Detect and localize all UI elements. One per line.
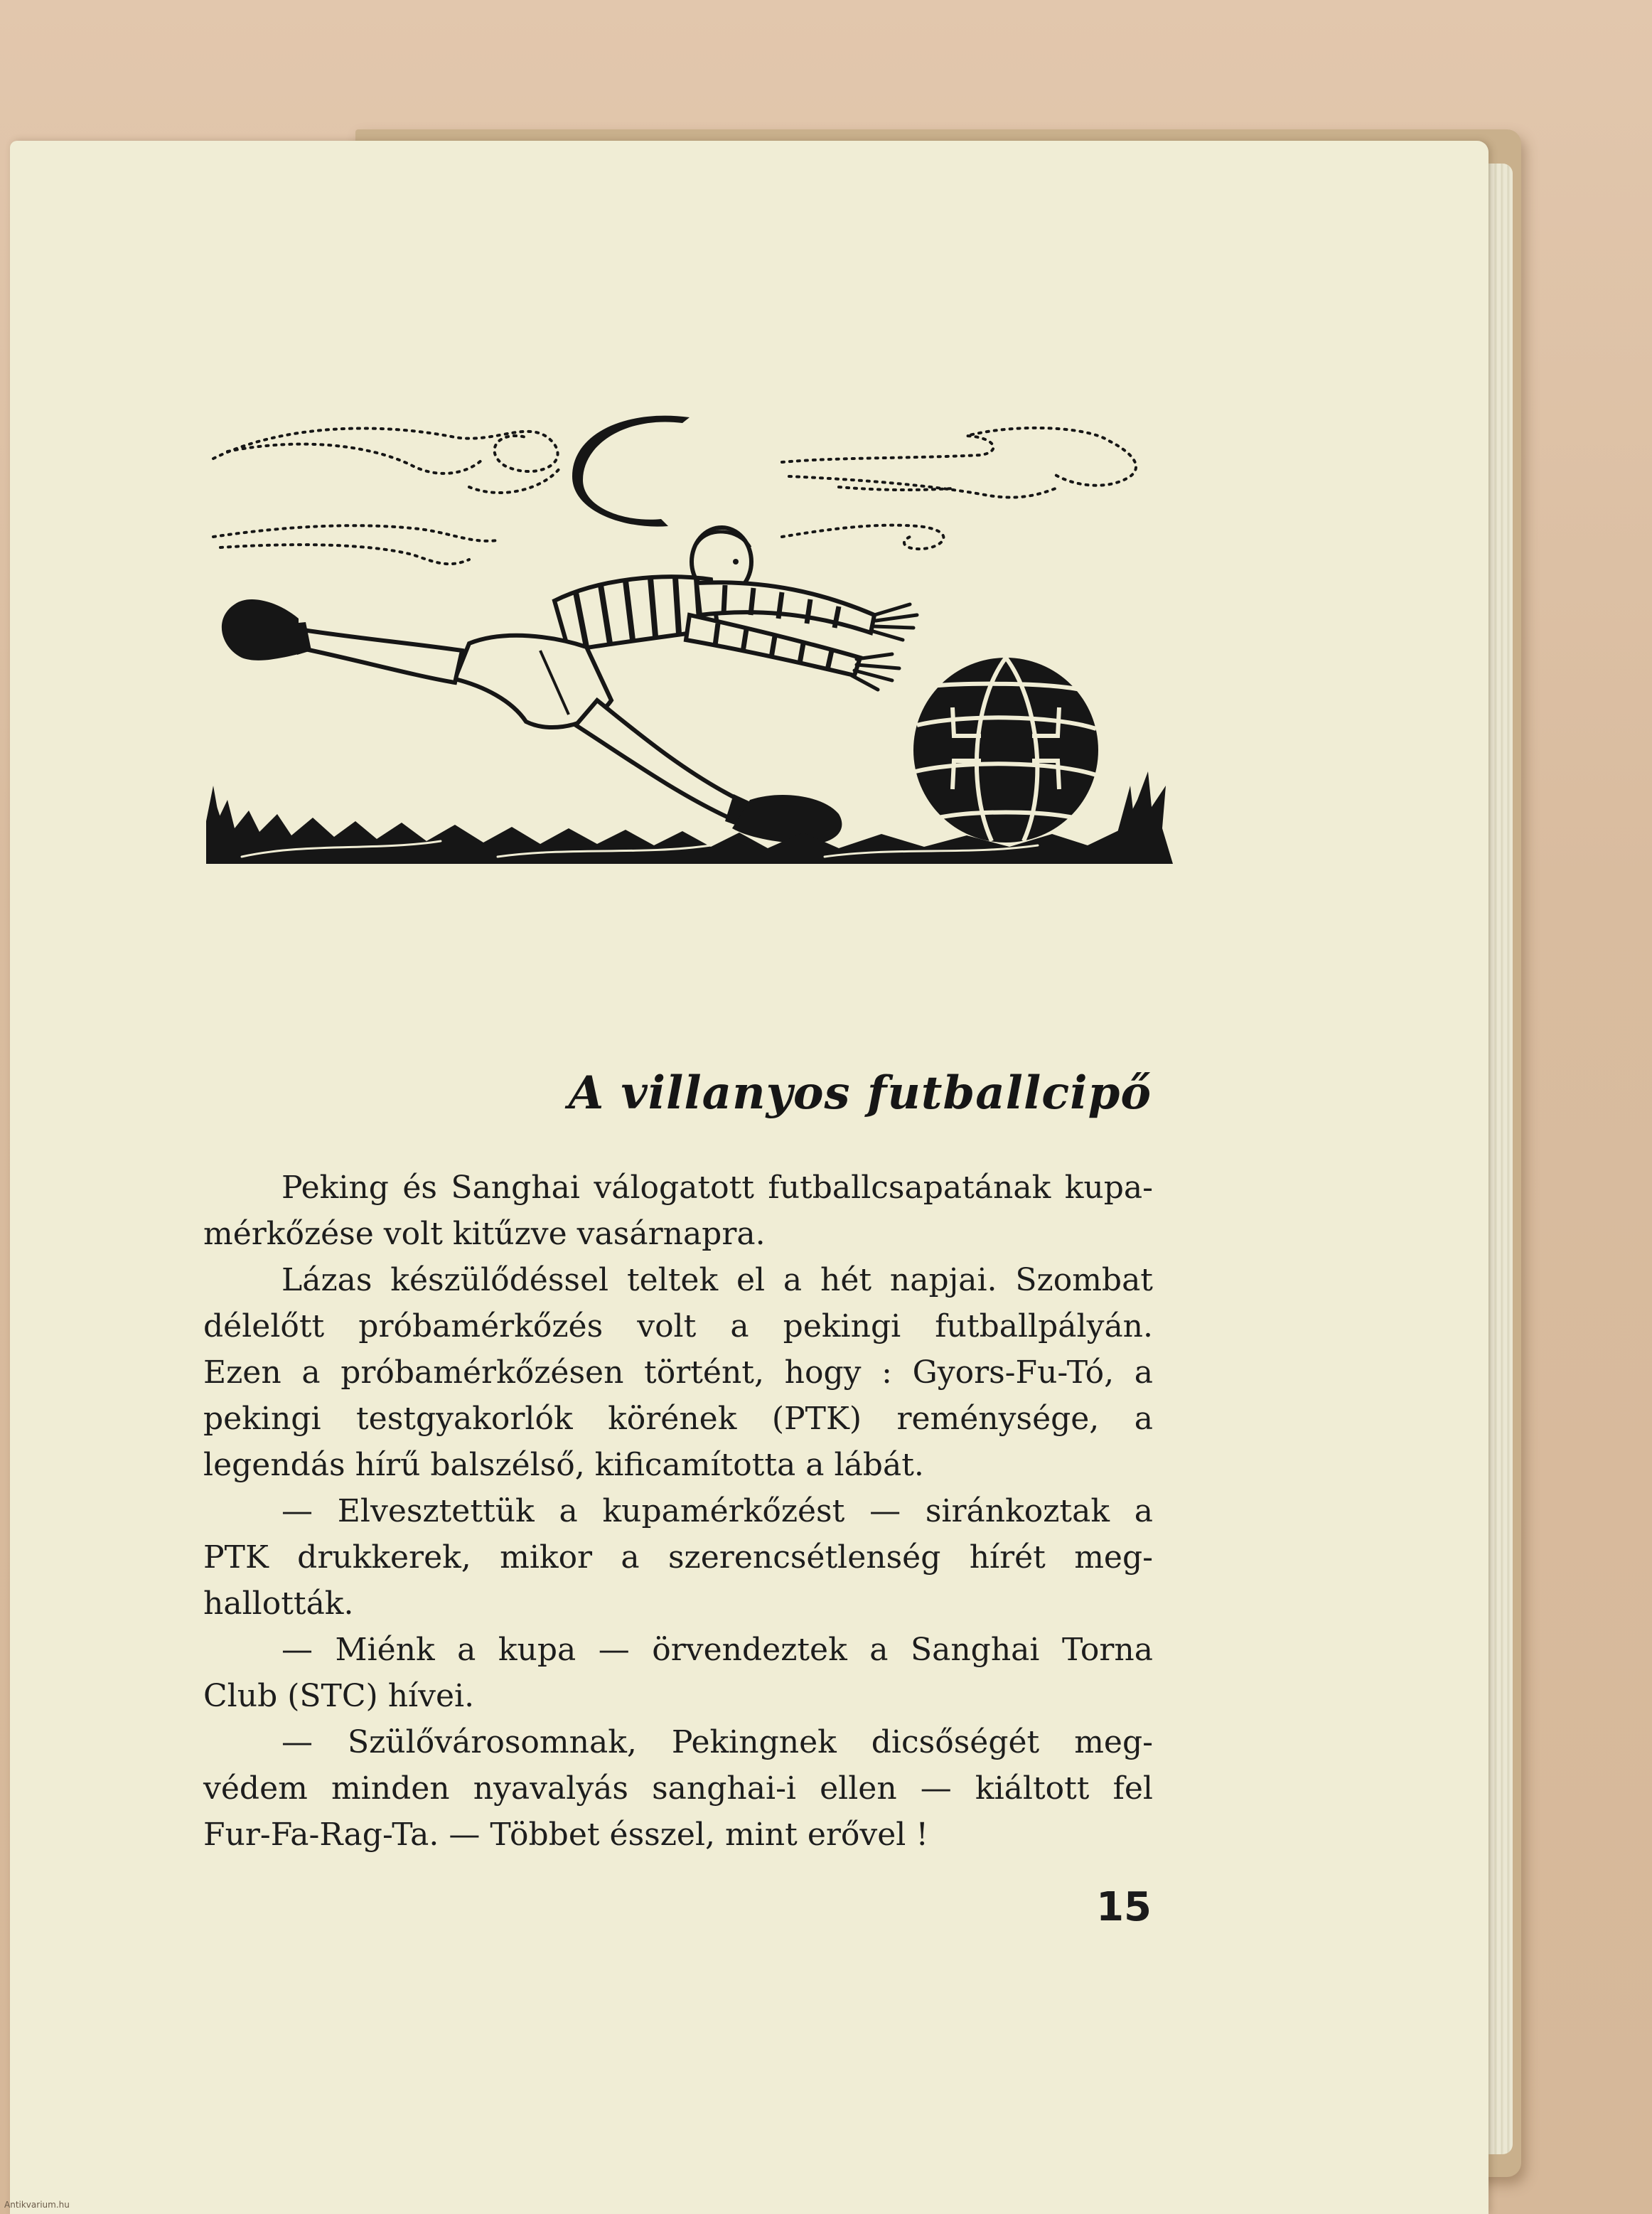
text-line: Ezen a próbamérkőzésen történt, hogy : Gyors-Fu-Tó, a bbox=[203, 1354, 1153, 1391]
text-line: védem minden nyavalyás sanghai-i ellen — kiáltott fel bbox=[203, 1770, 1153, 1807]
football-illustration bbox=[199, 402, 1180, 885]
text-line: pekingi testgyakorlók körének (PTK) reménysége, a bbox=[203, 1401, 1153, 1437]
page-number: 15 bbox=[1096, 1884, 1152, 1930]
text-line: hallották. bbox=[203, 1585, 354, 1622]
player-front-leg bbox=[576, 700, 739, 818]
player-back-leg bbox=[295, 629, 462, 683]
text-line: Fur-Fa-Rag-Ta. — Többet ésszel, mint erővel ! bbox=[203, 1817, 929, 1853]
watermark-text: Antikvarium.hu bbox=[4, 2200, 70, 2210]
text-line: Peking és Sanghai válogatott futballcsapatának kupa- bbox=[281, 1170, 1153, 1206]
player-front-boot bbox=[732, 795, 842, 844]
player-back-boot bbox=[222, 599, 299, 661]
text-line: — Miénk a kupa — örvendeztek a Sanghai Torna bbox=[281, 1632, 1153, 1668]
chapter-body bbox=[203, 1165, 1153, 1858]
text-line: délelőtt próbamérkőzés volt a pekingi futballpályán. bbox=[203, 1308, 1153, 1344]
hair-tail bbox=[572, 416, 690, 527]
text-line: Lázas készülődéssel teltek el a hét napjai. Szombat bbox=[281, 1262, 1153, 1298]
text-line: — Elvesztettük a kupamérkőzést — siránkoztak a bbox=[281, 1493, 1153, 1529]
text-line: — Szülővárosomnak, Pekingnek dicsőségét meg- bbox=[281, 1724, 1153, 1760]
text-line: legendás hírű balszélső, kificamította a lábát. bbox=[203, 1447, 924, 1483]
cloud-left-lower bbox=[213, 525, 498, 564]
cloud-left-upper bbox=[213, 429, 562, 493]
text-line: Club (STC) hívei. bbox=[203, 1678, 475, 1714]
text-line: mérkőzése volt kitűzve vasárnapra. bbox=[203, 1216, 766, 1252]
text-line: PTK drukkerek, mikor a szerencsétlenség hírét meg- bbox=[203, 1539, 1153, 1576]
cloud-right-upper bbox=[782, 428, 1136, 498]
chapter-title: A villanyos futballcipő bbox=[568, 1066, 1152, 1120]
football bbox=[913, 658, 1098, 843]
cloud-right-lower bbox=[782, 525, 943, 549]
